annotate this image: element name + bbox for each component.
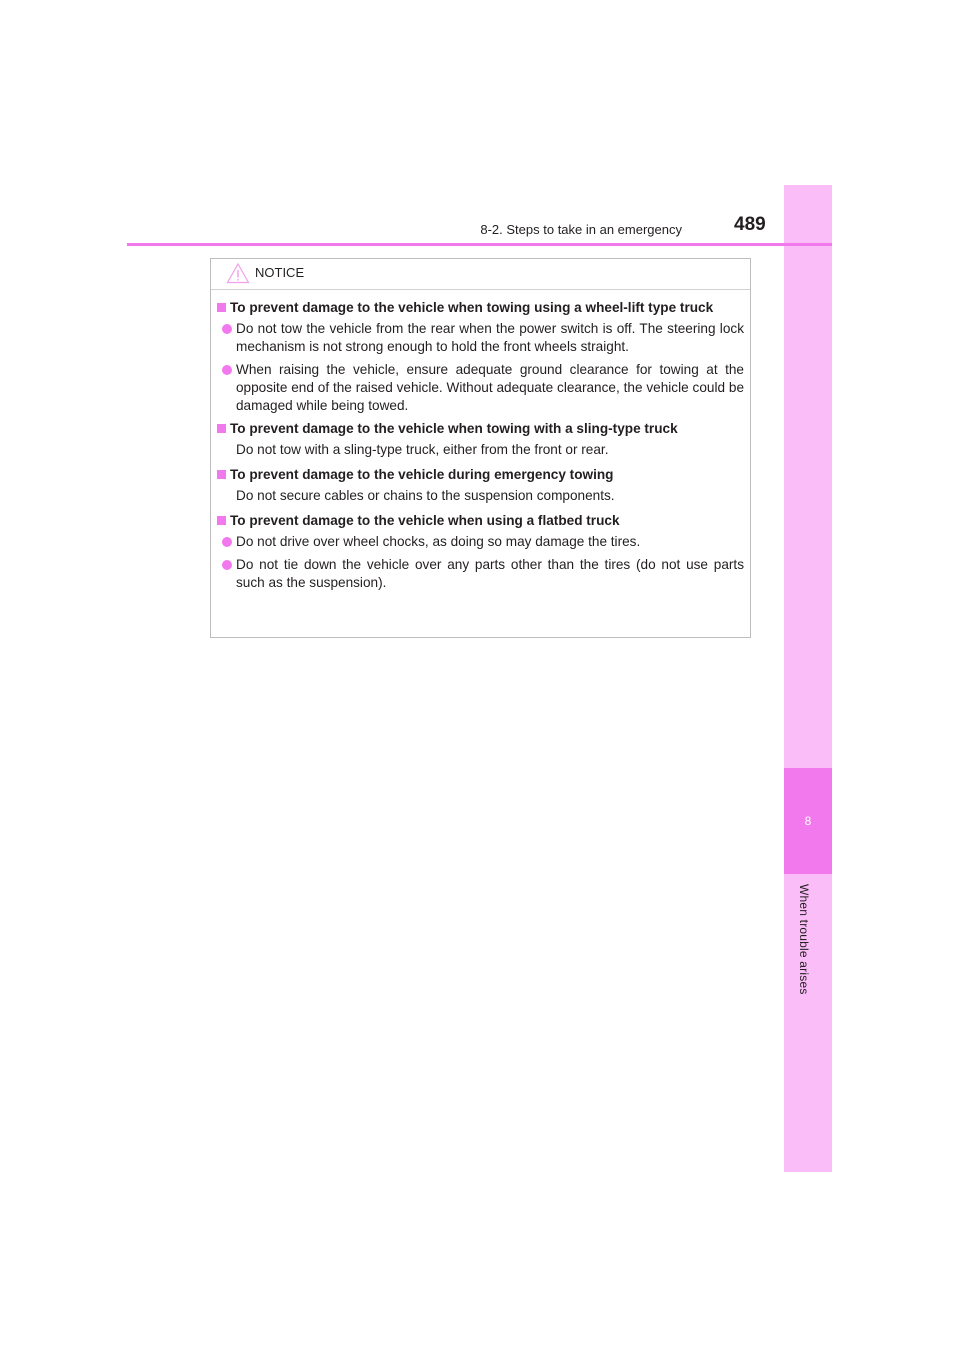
chapter-number: 8: [804, 814, 812, 828]
list-item: Do not drive over wheel chocks, as doing so may damage the tires.: [217, 533, 744, 551]
section-heading: To prevent damage to the vehicle during emergency towing: [217, 466, 744, 484]
notice-section: [217, 420, 744, 459]
list-item: When raising the vehicle, ensure adequate ground clearance for towing at the opposite end of the raised vehicle. Without adequate clearance, the vehicle could be damaged while being towed.: [217, 361, 744, 415]
list-item: Do not tow the vehicle from the rear when the power switch is off. The steering lock mechanism is not strong enough to hold the front wheels straight.: [217, 320, 744, 356]
square-bullet-icon: [217, 424, 226, 433]
notice-box: [210, 258, 751, 638]
page-number: 489: [734, 214, 766, 235]
square-bullet-icon: [217, 303, 226, 312]
section-text: Do not secure cables or chains to the suspension components.: [236, 488, 615, 503]
chapter-number-tab[interactable]: [784, 768, 832, 874]
notice-section: [217, 299, 744, 415]
circle-bullet-icon: [222, 324, 232, 334]
chapter-title: When trouble arises: [797, 884, 811, 995]
notice-title: NOTICE: [255, 265, 305, 280]
square-bullet-icon: [217, 470, 226, 479]
section-text: Do not tow with a sling-type truck, either from the front or rear.: [236, 442, 609, 457]
circle-bullet-icon: [222, 560, 232, 570]
warning-triangle-icon: [226, 262, 250, 284]
side-tab: [784, 185, 832, 1172]
notice-body: [211, 290, 750, 592]
square-bullet-icon: [217, 516, 226, 525]
header-rule: [127, 243, 832, 246]
notice-section: [217, 466, 744, 505]
notice-section: [217, 512, 744, 592]
section-heading: To prevent damage to the vehicle when towing using a wheel-lift type truck: [217, 299, 744, 317]
section-heading: To prevent damage to the vehicle when using a flatbed truck: [217, 512, 744, 530]
notice-header: [211, 259, 750, 290]
list-item: Do not tie down the vehicle over any parts other than the tires (do not use parts such as the suspension).: [217, 556, 744, 592]
section-heading: To prevent damage to the vehicle when towing with a sling-type truck: [217, 420, 744, 438]
circle-bullet-icon: [222, 365, 232, 375]
circle-bullet-icon: [222, 537, 232, 547]
section-title: 8-2. Steps to take in an emergency: [480, 222, 682, 237]
